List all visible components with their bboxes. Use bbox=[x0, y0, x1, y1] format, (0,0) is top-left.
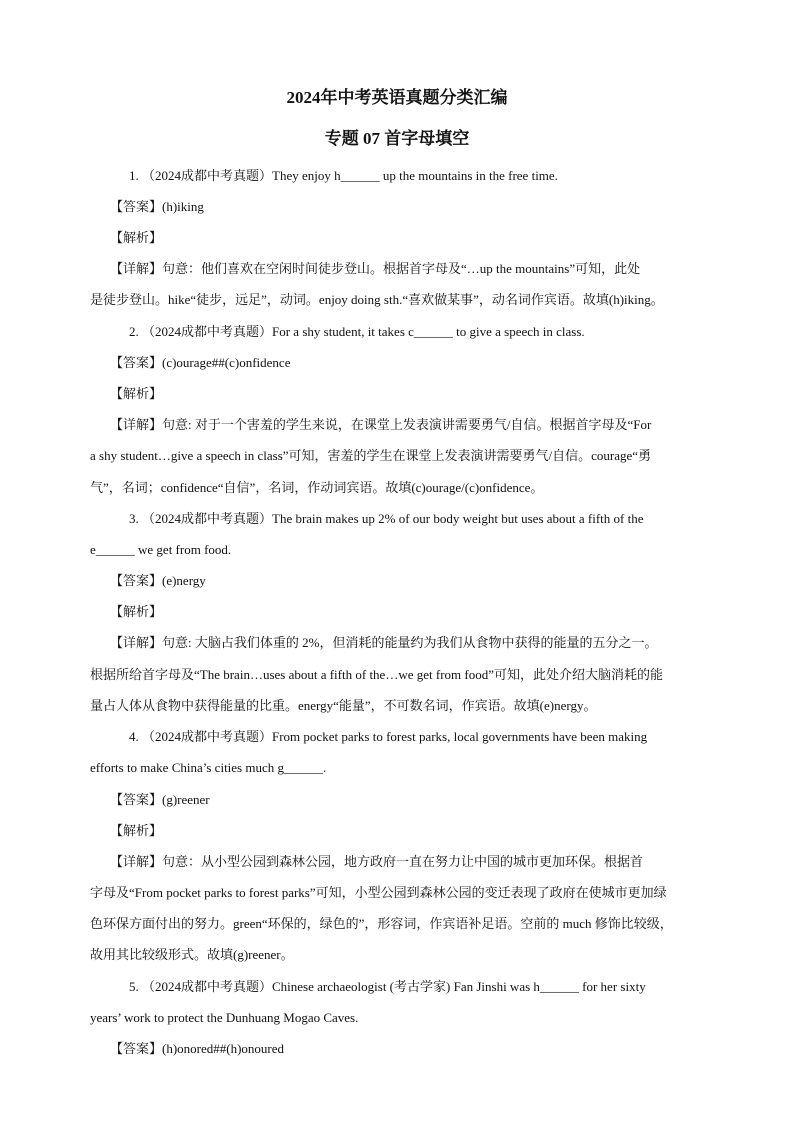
question-4-text-line-2: efforts to make China’s cities much g______. bbox=[90, 760, 327, 775]
question-4-analysis-label: 【解析】 bbox=[110, 823, 163, 838]
question-3-detail-line-3: 量占人体从食物中获得能量的比重。energy“能量”，不可数名词，作宾语。故填(e)nergy。 bbox=[90, 698, 597, 713]
question-2-analysis-label: 【解析】 bbox=[110, 386, 163, 401]
question-2-detail-line-3: 气”，名词；confidence“自信”，名词，作动词宾语。故填(c)ourage/(c)onfidence。 bbox=[90, 480, 544, 495]
question-1-analysis-label: 【解析】 bbox=[110, 230, 163, 245]
question-2-answer: 【答案】(c)ourage##(c)onfidence bbox=[110, 355, 291, 370]
question-4-detail-line-4: 故用其比较级形式。故填(g)reener。 bbox=[90, 947, 294, 962]
question-3-detail-line-2: 根据所给首字母及“The brain…uses about a fifth of the…we get from food”可知，此处介绍大脑消耗的能 bbox=[90, 667, 663, 682]
question-5-text-line-1: 5. （2024成都中考真题）Chinese archaeologist (考古学家) Fan Jinshi was h______ for her sixty bbox=[129, 979, 646, 994]
question-3-analysis-label: 【解析】 bbox=[110, 604, 163, 619]
question-1-answer: 【答案】(h)iking bbox=[110, 199, 204, 214]
document-title: 2024年中考英语真题分类汇编 bbox=[286, 88, 508, 107]
question-4-text-line-1: 4. （2024成都中考真题）From pocket parks to forest parks, local governments have been making bbox=[129, 729, 648, 744]
question-4-detail-line-3: 色环保方面付出的努力。green“环保的，绿色的”，形容词，作宾语补足语。空前的 much 修饰比较级， bbox=[90, 916, 673, 931]
document-subtitle: 专题 07 首字母填空 bbox=[324, 129, 470, 148]
question-4-detail-line-1: 【详解】句意：从小型公园到森林公园，地方政府一直在努力让中国的城市更加环保。根据首 bbox=[110, 854, 644, 869]
question-4-answer: 【答案】(g)reener bbox=[110, 792, 210, 807]
question-3-text-line-1: 3. （2024成都中考真题）The brain makes up 2% of our body weight but uses about a fifth of the bbox=[129, 511, 644, 526]
question-5-text-line-2: years’ work to protect the Dunhuang Mogao Caves. bbox=[90, 1010, 359, 1025]
question-5-answer: 【答案】(h)onored##(h)onoured bbox=[110, 1041, 285, 1056]
question-2-text: 2. （2024成都中考真题）For a shy student, it takes c______ to give a speech in class. bbox=[129, 324, 585, 339]
question-1-detail-line-2: 是徒步登山。hike“徒步，远足”，动词。enjoy doing sth.“喜欢做某事”，动名词作宾语。故填(h)iking。 bbox=[90, 292, 664, 307]
question-2-detail-line-1: 【详解】句意: 对于一个害羞的学生来说，在课堂上发表演讲需要勇气/自信。根据首字母及“For bbox=[110, 417, 652, 432]
question-1-text: 1. （2024成都中考真题）They enjoy h______ up the mountains in the free time. bbox=[129, 168, 558, 183]
question-4-detail-line-2: 字母及“From pocket parks to forest parks”可知，小型公园到森林公园的变迁表现了政府在使城市更加绿 bbox=[90, 885, 667, 900]
question-1-detail-line-1: 【详解】句意：他们喜欢在空闲时间徒步登山。根据首字母及“…up the mountains”可知，此处 bbox=[110, 261, 641, 276]
question-2-detail-line-2: a shy student…give a speech in class”可知，害羞的学生在课堂上发表演讲需要勇气/自信。courage“勇 bbox=[90, 448, 652, 463]
question-3-text-line-2: e______ we get from food. bbox=[90, 542, 232, 557]
question-3-detail-line-1: 【详解】句意: 大脑占我们体重的 2%，但消耗的能量约为我们从食物中获得的能量的五分之一。 bbox=[110, 635, 658, 650]
question-3-answer: 【答案】(e)nergy bbox=[110, 573, 206, 588]
